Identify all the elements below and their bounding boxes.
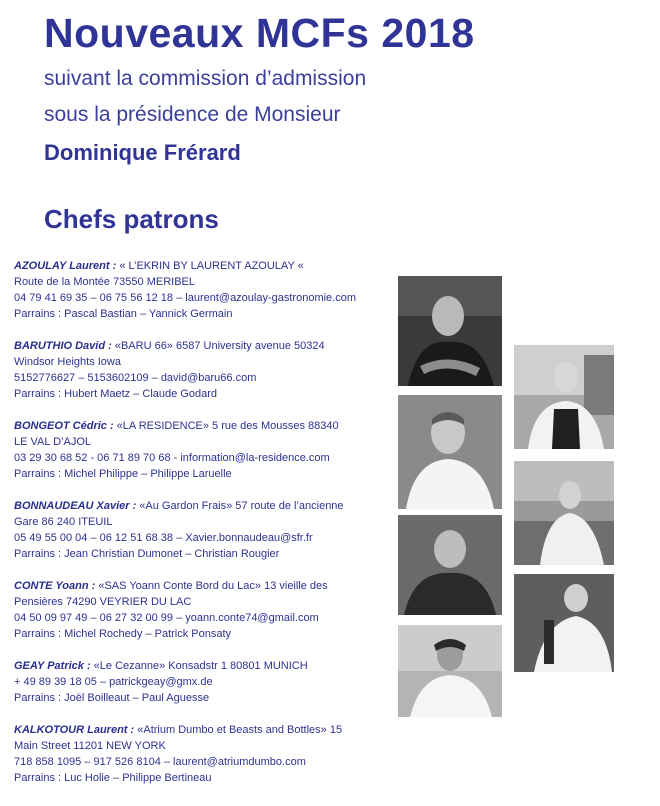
chef-entry-baruthio [14, 338, 389, 402]
chef-entry-geay [14, 658, 389, 706]
address-line: Route de la Montée 73550 MERIBEL [14, 276, 196, 288]
sponsors-line: Parrains : Pascal Bastian – Yannick Germain [14, 308, 233, 320]
chef-name: AZOULAY Laurent : [14, 260, 117, 272]
restaurant-info: «Au Gardon Frais» 57 route de l’ancienne [136, 500, 344, 512]
chef-name: GEAY Patrick : [14, 660, 91, 672]
chef-photo-geay [398, 625, 502, 717]
restaurant-info: « L’EKRIN BY LAURENT AZOULAY « [116, 260, 304, 272]
chef-photo-conte [398, 515, 502, 615]
sponsors-line: Parrains : Luc Holie – Philippe Bertineau [14, 772, 212, 784]
address-line: Main Street 11201 NEW YORK [14, 740, 166, 752]
restaurant-info: «BARU 66» 6587 University avenue 50324 [111, 340, 325, 352]
page-title: Nouveaux MCFs 2018 [44, 10, 475, 56]
contact-line: 03 29 30 68 52 - 06 71 89 70 68 - information@la-residence.com [14, 452, 330, 464]
contact-line: + 49 89 39 18 05 – patrickgeay@gmx.de [14, 676, 213, 688]
president-name: Dominique Frérard [44, 140, 241, 165]
sponsors-line: Parrains : Michel Rochedy – Patrick Ponsaty [14, 628, 232, 640]
chef-name: KALKOTOUR Laurent : [14, 724, 135, 736]
sponsors-line: Parrains : Joël Boilleaut – Paul Aguesse [14, 692, 210, 704]
chef-entry-kalkotour [14, 722, 389, 786]
address-line: Windsor Heights Iowa [14, 356, 121, 368]
sponsors-line: Parrains : Michel Philippe – Philippe Laruelle [14, 468, 232, 480]
chef-photo-baruthio [514, 345, 614, 449]
chef-photo-bonnaudeau [514, 461, 614, 565]
section-title: Chefs patrons [44, 204, 219, 234]
address-line: Pensières 74290 VEYRIER DU LAC [14, 596, 192, 608]
chef-entry-bongeot [14, 418, 389, 482]
chef-name: CONTE Yoann : [14, 580, 96, 592]
subtitle-line-2: sous la présidence de Monsieur [44, 103, 341, 126]
contact-line: 05 49 55 00 04 – 06 12 51 68 38 – Xavier.bonnaudeau@sfr.fr [14, 532, 313, 544]
contact-line: 04 79 41 69 35 – 06 75 56 12 18 – laurent@azoulay-gastronomie.com [14, 292, 357, 304]
sponsors-line: Parrains : Hubert Maetz – Claude Godard [14, 388, 217, 400]
address-line: Gare 86 240 ITEUIL [14, 516, 113, 528]
chef-entry-conte [14, 578, 389, 642]
contact-line: 5152776627 – 5153602109 – david@baru66.com [14, 372, 257, 384]
sponsors-line: Parrains : Jean Christian Dumonet – Christian Rougier [14, 548, 280, 560]
chef-photo-bongeot [398, 395, 502, 509]
chef-name: BONNAUDEAU Xavier : [14, 500, 137, 512]
contact-line: 718 858 1095 – 917 526 8104 – laurent@atriumdumbo.com [14, 756, 306, 768]
address-line: LE VAL D’AJOL [14, 436, 92, 448]
restaurant-info: «SAS Yoann Conte Bord du Lac» 13 vieille des [95, 580, 328, 592]
restaurant-info: «Le Cezanne» Konsadstr 1 80801 MUNICH [90, 660, 308, 672]
chef-photo-kalkotour [514, 574, 614, 672]
chef-entry-bonnaudeau [14, 498, 389, 562]
chef-name: BARUTHIO David : [14, 340, 112, 352]
subtitle-line-1: suivant la commission d’admission [44, 67, 367, 90]
restaurant-info: «Atrium Dumbo et Beasts and Bottles» 15 [134, 724, 343, 736]
chef-photo-azoulay [398, 276, 502, 386]
contact-line: 04 50 09 97 49 – 06 27 32 00 99 – yoann.conte74@gmail.com [14, 612, 319, 624]
chef-entry-azoulay [14, 258, 389, 322]
chef-name: BONGEOT Cédric : [14, 420, 114, 432]
restaurant-info: «LA RESIDENCE» 5 rue des Mousses 88340 [113, 420, 339, 432]
